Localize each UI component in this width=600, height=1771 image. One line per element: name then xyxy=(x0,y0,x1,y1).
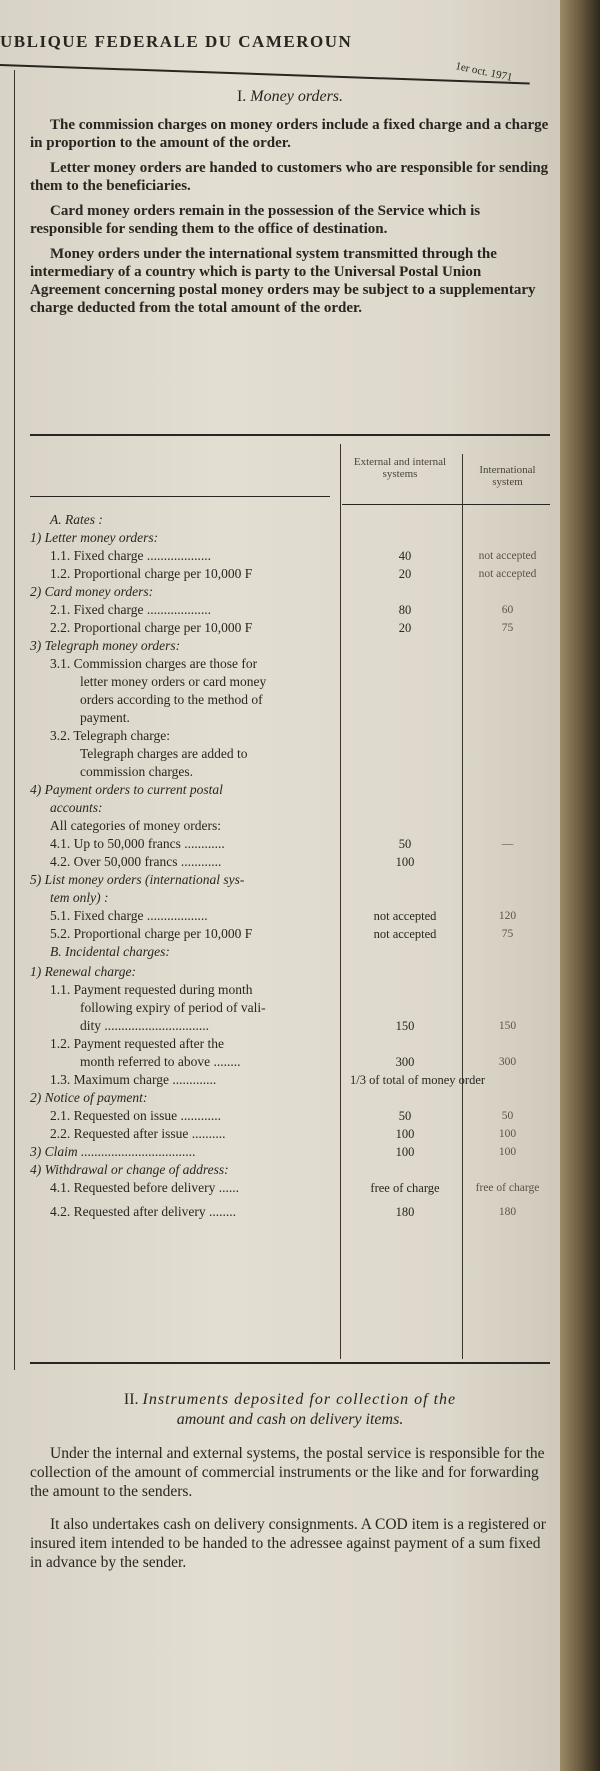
value-international: 150 xyxy=(498,1020,517,1032)
col-header-external-internal: External and internal systems xyxy=(353,456,447,480)
section-title xyxy=(30,88,550,106)
row-label: Telegraph charges are added to xyxy=(80,746,248,761)
section-heading: Money orders. xyxy=(250,88,344,105)
section-number: II. xyxy=(123,1391,139,1408)
row-label: letter money orders or card money xyxy=(80,674,267,689)
value-external-internal: 300 xyxy=(395,1055,415,1069)
value-external-internal: 50 xyxy=(398,1109,412,1123)
row-label: 3) Telegraph money orders: xyxy=(30,638,181,653)
value-external-internal: free of charge xyxy=(370,1181,440,1195)
row-label: A. Rates : xyxy=(50,512,103,527)
column-divider-2 xyxy=(462,454,463,1359)
row-label: All categories of money orders: xyxy=(50,818,221,833)
row-label: following expiry of period of vali- xyxy=(80,1000,266,1015)
margin-rule xyxy=(14,70,15,1370)
value-international: 100 xyxy=(498,1146,517,1158)
row-label: commission charges. xyxy=(80,764,193,779)
dateline: 1er oct. 1971 xyxy=(454,60,514,84)
paragraph: The commission charges on money orders include a fixed charge and a charge in proportion to the amount of the order. xyxy=(30,117,549,151)
row-label: accounts: xyxy=(50,800,103,815)
header-rule-right xyxy=(342,504,550,505)
column-divider-1 xyxy=(340,444,341,1359)
row-label: 2) Notice of payment: xyxy=(30,1090,148,1105)
row-label: payment. xyxy=(80,710,130,725)
row-label: 2.2. Requested after issue .......... xyxy=(50,1126,226,1141)
value-international: not accepted xyxy=(478,568,537,580)
value-international: free of charge xyxy=(475,1182,540,1194)
value-external-internal: 100 xyxy=(395,1145,415,1159)
value-international: 75 xyxy=(501,928,514,940)
row-label: 4.2. Requested after delivery ........ xyxy=(50,1204,236,1219)
row-label: 1.2. Proportional charge per 10,000 F xyxy=(50,566,253,581)
value-international: 120 xyxy=(498,910,517,922)
row-label: 2.2. Proportional charge per 10,000 F xyxy=(50,620,253,635)
value-international: 75 xyxy=(501,622,514,634)
value-external-internal: 20 xyxy=(398,567,412,581)
row-label: 4.2. Over 50,000 francs ............ xyxy=(50,854,222,869)
table-top-rule xyxy=(30,434,550,436)
row-label: B. Incidental charges: xyxy=(50,944,170,959)
value-external-internal: 20 xyxy=(398,621,412,635)
value-international: 50 xyxy=(501,1110,514,1122)
row-label: 2.1. Fixed charge ................... xyxy=(50,602,211,617)
value-external-internal: not accepted xyxy=(373,909,437,923)
row-label: 4.1. Requested before delivery ...... xyxy=(50,1180,239,1195)
row-label: 2.1. Requested on issue ............ xyxy=(50,1108,221,1123)
table-bottom-rule xyxy=(30,1362,550,1364)
value-external-internal: not accepted xyxy=(373,927,437,941)
row-label: month referred to above ........ xyxy=(80,1054,241,1069)
row-label: 1.1. Fixed charge ................... xyxy=(50,548,211,563)
row-label: 1.1. Payment requested during month xyxy=(50,982,253,997)
row-label: 5) List money orders (international sys- xyxy=(30,872,245,887)
value-external-internal: 1/3 of total of money order xyxy=(350,1073,486,1087)
paragraph: It also undertakes cash on delivery consignments. A COD item is a registered or insured item intended to be handed to the adressee against payment of a sum fixed in advance by the sender. xyxy=(30,1516,546,1571)
row-label: 5.2. Proportional charge per 10,000 F xyxy=(50,926,253,941)
value-external-internal: 100 xyxy=(395,855,415,869)
row-label: 3) Claim .................................. xyxy=(30,1144,196,1159)
value-international: 60 xyxy=(501,604,514,616)
col-header-international: International system xyxy=(479,464,536,488)
row-label: 5.1. Fixed charge .................. xyxy=(50,908,208,923)
value-external-internal: 80 xyxy=(398,603,412,617)
section-title xyxy=(30,1390,550,1430)
header-rule-left xyxy=(30,496,330,497)
section-heading-line2: amount and cash on delivery items. xyxy=(176,1411,404,1428)
section-money-orders xyxy=(30,88,550,324)
value-international: not accepted xyxy=(478,550,537,562)
row-label: 1.2. Payment requested after the xyxy=(50,1036,224,1051)
running-title: UBLIQUE FEDERALE DU CAMEROUN xyxy=(0,32,353,51)
row-label: 4.1. Up to 50,000 francs ............ xyxy=(50,836,225,851)
row-label: 3.2. Telegraph charge: xyxy=(50,728,171,743)
row-label: orders according to the method of xyxy=(80,692,263,707)
section-heading-line1: Instruments deposited for collection of the xyxy=(142,1391,457,1408)
value-external-internal: 40 xyxy=(398,549,412,563)
row-label: 2) Card money orders: xyxy=(30,584,154,599)
value-international: 180 xyxy=(498,1206,517,1218)
value-external-internal: 180 xyxy=(395,1205,415,1219)
row-label: dity ............................... xyxy=(80,1018,210,1033)
row-label: 4) Payment orders to current postal xyxy=(30,782,223,797)
section-number: I. xyxy=(236,88,247,105)
row-label: 4) Withdrawal or change of address: xyxy=(30,1162,229,1177)
header-rule xyxy=(0,64,530,84)
row-label: 1) Renewal charge: xyxy=(30,964,136,979)
charges-table xyxy=(30,434,550,1364)
paragraph: Under the internal and external systems, the postal service is responsible for the collection of the amount of commercial instruments or the like and for forwarding the amount to the senders. xyxy=(30,1445,545,1500)
row-label: 1.3. Maximum charge ............. xyxy=(50,1072,217,1087)
paragraph: Letter money orders are handed to customers who are responsible for sending them to the beneficiaries. xyxy=(30,160,549,194)
value-external-internal: 150 xyxy=(395,1019,415,1033)
row-label: tem only) : xyxy=(50,890,109,905)
paragraph: Card money orders remain in the possession of the Service which is responsible for sending them to the office of destination. xyxy=(30,203,481,237)
value-external-internal: 50 xyxy=(398,837,412,851)
paragraph: Money orders under the international system transmitted through the intermediary of a country which is party to the Universal Postal Union Agreement concerning postal money orders may be subject to a supplementary charge deducted from the total amount of the order. xyxy=(30,246,536,316)
row-label: 1) Letter money orders: xyxy=(30,530,159,545)
value-international: 100 xyxy=(498,1128,517,1140)
book-binding-edge xyxy=(560,0,600,1771)
value-international: — xyxy=(501,838,514,850)
row-label: 3.1. Commission charges are those for xyxy=(50,656,258,671)
value-international: 300 xyxy=(498,1056,517,1068)
value-external-internal: 100 xyxy=(395,1127,415,1141)
section-collection xyxy=(30,1390,550,1579)
running-header xyxy=(0,32,540,52)
